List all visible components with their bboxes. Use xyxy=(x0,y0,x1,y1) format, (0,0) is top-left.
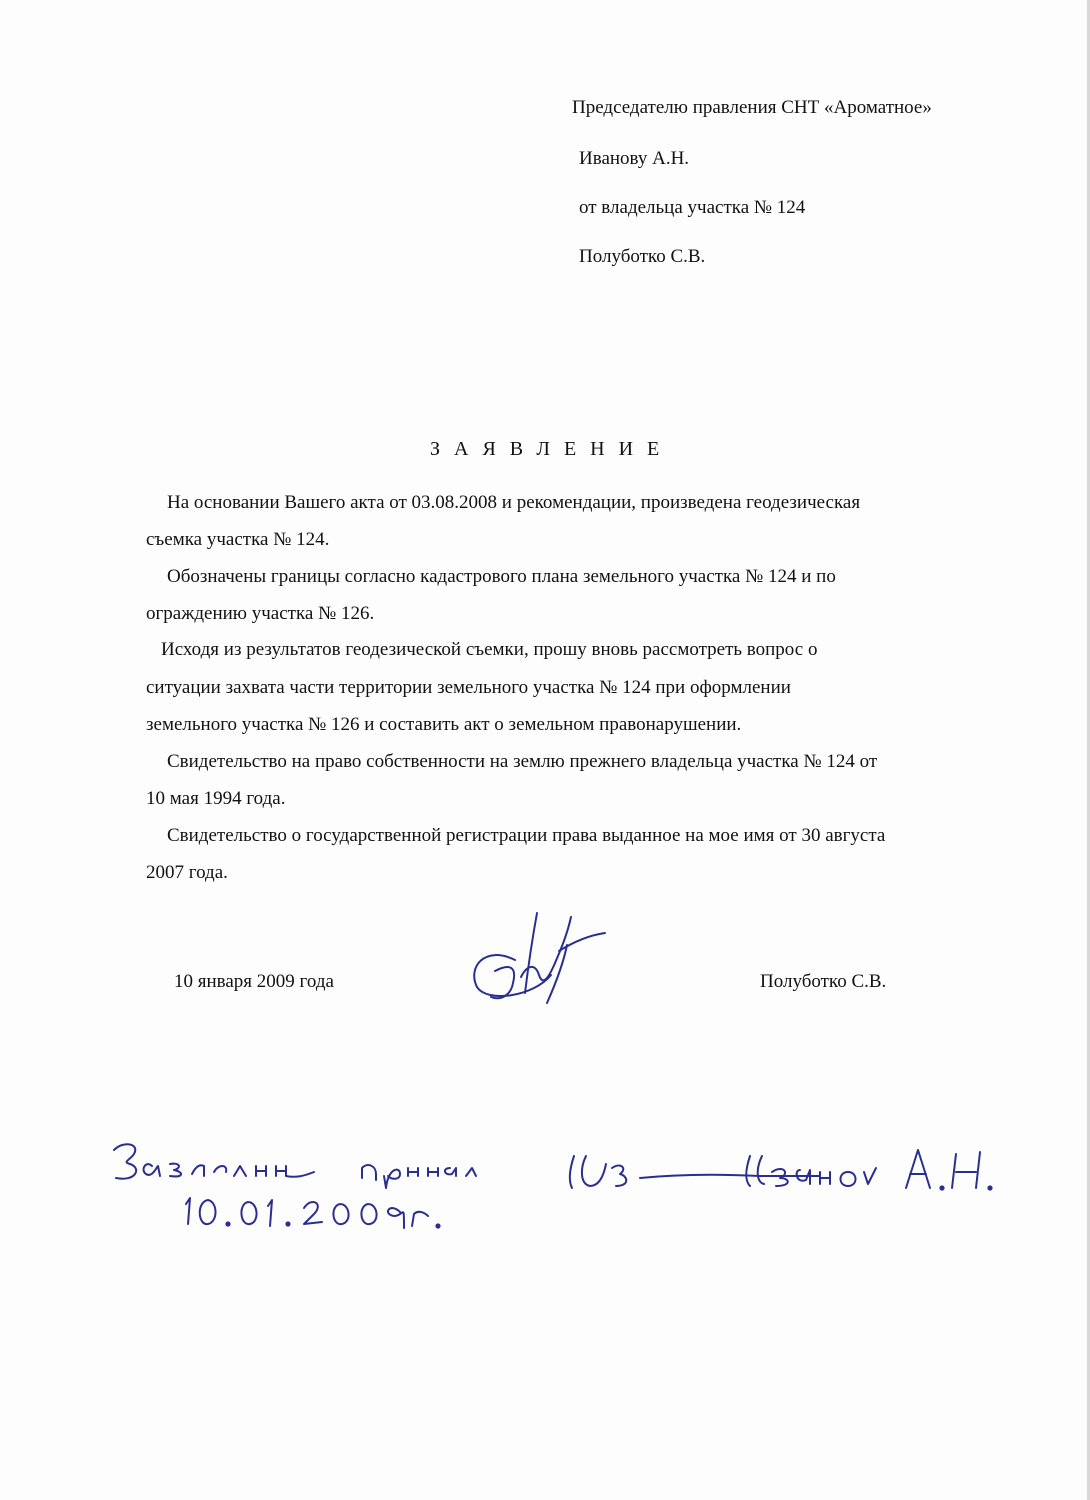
addressee-line-1: Председателю правления СНТ «Ароматное» xyxy=(572,97,932,118)
paragraph-5-line-2: 2007 года. xyxy=(146,862,228,883)
paragraph-1-line-2: съемка участка № 124. xyxy=(146,529,330,550)
document-title: ЗАЯВЛЕНИЕ xyxy=(430,438,674,460)
handwritten-line-1: Заявление принял Иванов А.Н. xyxy=(100,1236,114,1237)
addressee-line-4: Полуботко С.В. xyxy=(579,246,706,267)
handwritten-acceptance-note xyxy=(100,1128,1020,1238)
paragraph-3-line-3: земельного участка № 126 и составить акт о земельном правонарушении. xyxy=(146,714,742,735)
addressee-line-2: Иванову А.Н. xyxy=(579,148,690,169)
paragraph-5-line-1: Свидетельство о государственной регистрации права выданное на мое имя от 30 августа xyxy=(167,825,886,846)
paragraph-4-line-2: 10 мая 1994 года. xyxy=(146,788,286,809)
application-date: 10 января 2009 года xyxy=(174,971,334,992)
paragraph-4-line-1: Свидетельство на право собственности на землю прежнего владельца участка № 124 от xyxy=(167,751,878,772)
paragraph-3-line-2: ситуации захвата части территории земельного участка № 124 при оформлении xyxy=(146,677,791,698)
addressee-line-3: от владельца участка № 124 xyxy=(579,197,806,218)
paragraph-1-line-1: На основании Вашего акта от 03.08.2008 и рекомендации, произведена геодезическая xyxy=(167,492,861,513)
paragraph-2-line-1: Обозначены границы согласно кадастрового плана земельного участка № 124 и по xyxy=(167,566,836,587)
applicant-signature xyxy=(455,905,615,1015)
applicant-name: Полуботко С.В. xyxy=(760,971,887,992)
paragraph-3-line-1: Исходя из результатов геодезической съемки, прошу вновь рассмотреть вопрос о xyxy=(161,639,818,660)
paragraph-2-line-2: ограждению участка № 126. xyxy=(146,603,375,624)
handwritten-line-2: 10.01.2009г. xyxy=(100,1237,106,1238)
